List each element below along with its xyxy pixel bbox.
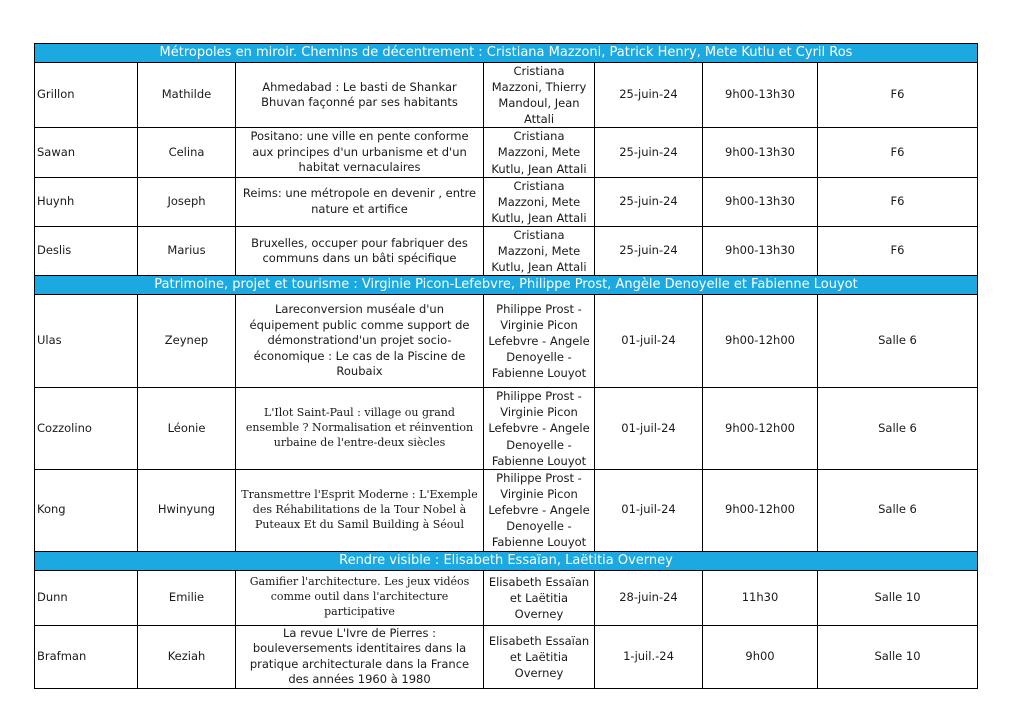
heure-cell: 9h00-12h00	[703, 388, 818, 469]
salle-cell: Salle 6	[818, 295, 978, 388]
section-header	[35, 276, 978, 295]
jury-cell: Elisabeth Essaïan et Laëtitia Overney	[484, 625, 595, 688]
jury-cell: Cristiana Mazzoni, Thierry Mandoul, Jean Attali	[484, 63, 595, 128]
sujet-cell: L'Ilot Saint-Paul : village ou grand ensemble ? Normalisation et réinvention urbaine de l'entre-deux siècles	[236, 388, 484, 469]
nom-cell: Ulas	[35, 295, 138, 388]
sujet-cell: Bruxelles, occuper pour fabriquer des communs dans un bâti spécifique	[236, 226, 484, 275]
sujet-cell: Transmettre l'Esprit Moderne : L'Exemple des Réhabilitations de la Tour Nobel à Puteaux Et du Samil Building à Séoul	[236, 469, 484, 551]
prenom-cell: Keziah	[138, 625, 236, 688]
heure-cell: 9h00-12h00	[703, 295, 818, 388]
sujet-cell: Positano: une ville en pente conforme aux principes d'un urbanisme et d'un habitat vernaculaires	[236, 128, 484, 177]
prenom-cell: Mathilde	[138, 63, 236, 128]
prenom-cell: Léonie	[138, 388, 236, 469]
heure-cell: 9h00-13h30	[703, 226, 818, 275]
nom-cell: Grillon	[35, 63, 138, 128]
date-cell: 01-juil-24	[595, 388, 703, 469]
table-row	[35, 570, 978, 625]
nom-cell: Cozzolino	[35, 388, 138, 469]
section-title: Rendre visible : Elisabeth Essaïan, Laëtitia Overney	[35, 551, 978, 570]
section-header	[35, 44, 978, 63]
table-row	[35, 226, 978, 275]
date-cell: 25-juin-24	[595, 128, 703, 177]
heure-cell: 9h00	[703, 625, 818, 688]
table-row	[35, 625, 978, 688]
salle-cell: F6	[818, 177, 978, 226]
heure-cell: 11h30	[703, 570, 818, 625]
soutenances-table	[34, 43, 978, 689]
jury-cell: Cristiana Mazzoni, Mete Kutlu, Jean Attali	[484, 128, 595, 177]
prenom-cell: Zeynep	[138, 295, 236, 388]
jury-cell: Philippe Prost - Virginie Picon Lefebvre - Angele Denoyelle - Fabienne Louyot	[484, 295, 595, 388]
table-row	[35, 295, 978, 388]
heure-cell: 9h00-13h30	[703, 63, 818, 128]
heure-cell: 9h00-12h00	[703, 469, 818, 551]
nom-cell: Huynh	[35, 177, 138, 226]
nom-cell: Deslis	[35, 226, 138, 275]
date-cell: 25-juin-24	[595, 63, 703, 128]
date-cell: 1-juil.-24	[595, 625, 703, 688]
heure-cell: 9h00-13h30	[703, 177, 818, 226]
jury-cell: Philippe Prost - Virginie Picon Lefebvre - Angele Denoyelle - Fabienne Louyot	[484, 388, 595, 469]
section-title: Métropoles en miroir. Chemins de décentrement : Cristiana Mazzoni, Patrick Henry, Mete Kutlu et Cyril Ros	[35, 44, 978, 63]
salle-cell: Salle 10	[818, 570, 978, 625]
sujet-cell: La revue L'Ivre de Pierres : bouleversements identitaires dans la pratique architecturale dans la France des années 1960 à 1980	[236, 625, 484, 688]
prenom-cell: Hwinyung	[138, 469, 236, 551]
salle-cell: F6	[818, 226, 978, 275]
prenom-cell: Emilie	[138, 570, 236, 625]
nom-cell: Dunn	[35, 570, 138, 625]
salle-cell: F6	[818, 63, 978, 128]
prenom-cell: Joseph	[138, 177, 236, 226]
jury-cell: Philippe Prost - Virginie Picon Lefebvre - Angele Denoyelle - Fabienne Louyot	[484, 469, 595, 551]
nom-cell: Sawan	[35, 128, 138, 177]
date-cell: 25-juin-24	[595, 226, 703, 275]
prenom-cell: Marius	[138, 226, 236, 275]
date-cell: 01-juil-24	[595, 295, 703, 388]
salle-cell: F6	[818, 128, 978, 177]
sujet-cell: Lareconversion muséale d'un équipement public comme support de démonstrationd'un projet socio-économique : Le cas de la Piscine de Roubaix	[236, 295, 484, 388]
jury-cell: Elisabeth Essaïan et Laëtitia Overney	[484, 570, 595, 625]
table-row	[35, 469, 978, 551]
sujet-cell: Ahmedabad : Le basti de Shankar Bhuvan façonné par ses habitants	[236, 63, 484, 128]
salle-cell: Salle 6	[818, 388, 978, 469]
nom-cell: Brafman	[35, 625, 138, 688]
jury-cell: Cristiana Mazzoni, Mete Kutlu, Jean Attali	[484, 226, 595, 275]
sujet-cell: Reims: une métropole en devenir , entre nature et artifice	[236, 177, 484, 226]
jury-cell: Cristiana Mazzoni, Mete Kutlu, Jean Attali	[484, 177, 595, 226]
date-cell: 01-juil-24	[595, 469, 703, 551]
section-header	[35, 551, 978, 570]
sujet-cell: Gamifier l'architecture. Les jeux vidéos comme outil dans l'architecture participative	[236, 570, 484, 625]
prenom-cell: Celina	[138, 128, 236, 177]
table-row	[35, 63, 978, 128]
salle-cell: Salle 10	[818, 625, 978, 688]
section-title: Patrimoine, projet et tourisme : Virginie Picon-Lefebvre, Philippe Prost, Angèle Denoyelle et Fabienne Louyot	[35, 276, 978, 295]
table-row	[35, 177, 978, 226]
date-cell: 28-juin-24	[595, 570, 703, 625]
heure-cell: 9h00-13h30	[703, 128, 818, 177]
nom-cell: Kong	[35, 469, 138, 551]
salle-cell: Salle 6	[818, 469, 978, 551]
table-row	[35, 128, 978, 177]
table-row	[35, 388, 978, 469]
date-cell: 25-juin-24	[595, 177, 703, 226]
